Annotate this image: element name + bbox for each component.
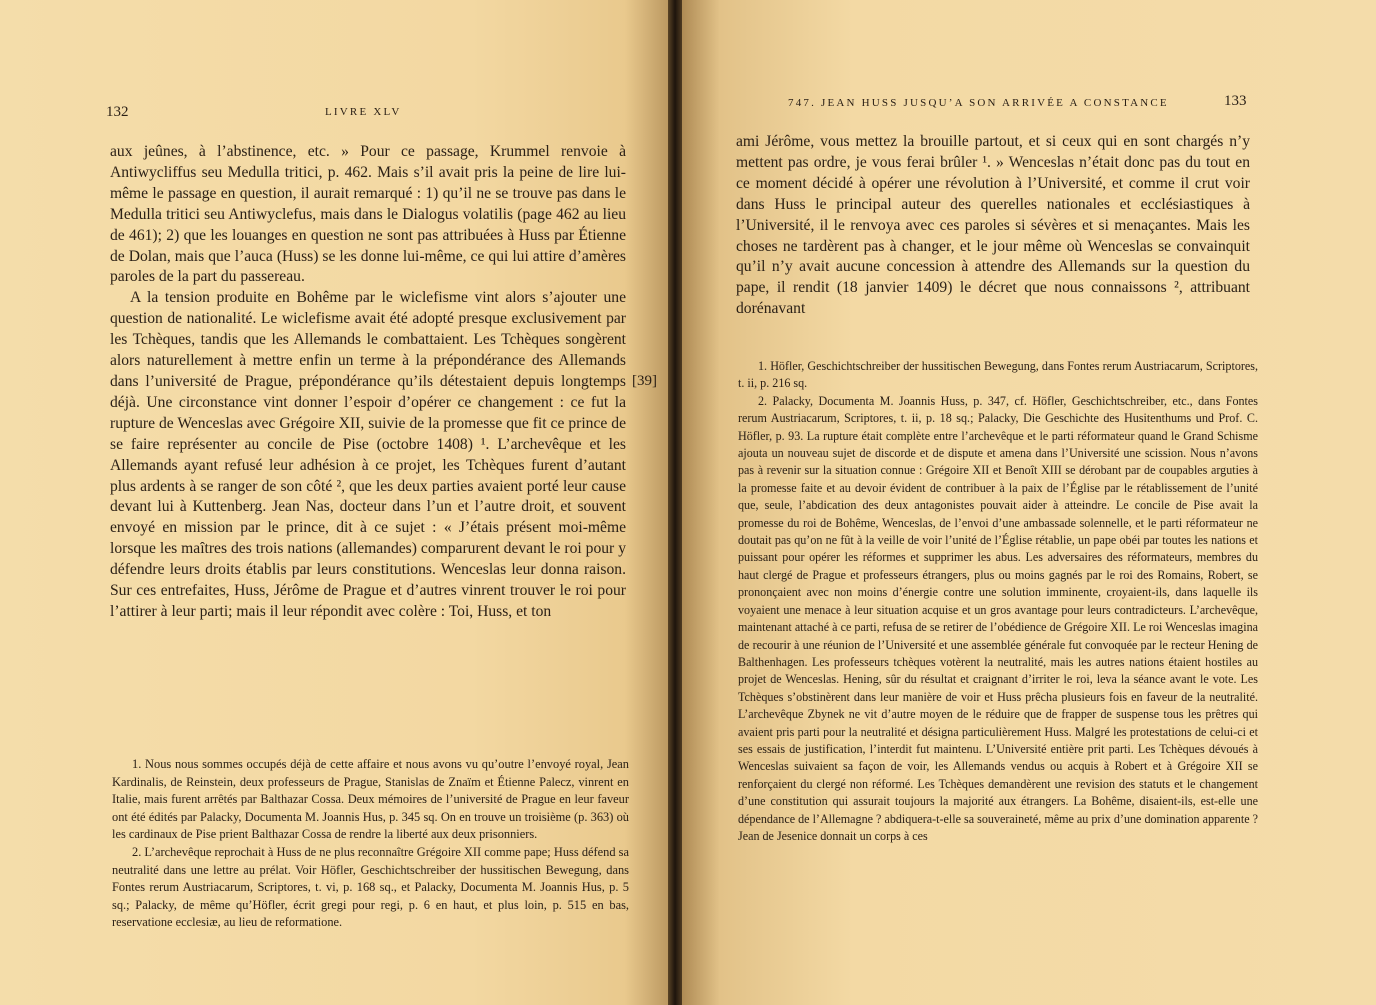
book-gutter [668,0,682,1005]
page-number: 132 [106,104,129,120]
footnote: 2. L’archevêque reprochait à Huss de ne plus reconnaître Grégoire XII comme pape; Huss défend sa neutralité dans une lettre au prélat. Voir Höfler, Geschichtschreiber der hussitischen Bewegung, dans Fontes rerum Austriacarum, Scriptores, t. vi, p. 168 sq., et Palacky, Documenta M. Joannis Hus, p. 5 sq.; Palacky, de même qu’Höfler, écrit gregi pour regi, p. 6 en haut, et plus loin, p. 515 en bas, reservatione ecclesiæ, au lieu de reformatione. [112,844,629,930]
footnotes [738,358,1258,845]
page-number: 133 [1224,93,1247,109]
running-head: LIVRE XLV [325,106,402,118]
main-text [736,132,1250,320]
left-page [0,0,672,1005]
footnote: 1. Höfler, Geschichtschreiber der hussitischen Bewegung, dans Fontes rerum Austriacarum, Scriptores, t. ii, p. 216 sq. [738,359,1258,391]
main-text [110,142,626,623]
paragraph: A la tension produite en Bohême par le wiclefisme vint alors s’ajouter une question de nationalité. Le wiclefisme avait été adopté presque exclusivement par les Tchèques, tandis que les Allemands le combattaient. Les Tchèques songèrent alors naturellement à mettre enfin un terme à la prépondérance des Allemands dans l’université de Prague, prépondérance qu’ils détestaient depuis longtemps déjà. Une circonstance vint donner l’espoir d’opérer ce changement : ce fut la rupture de Wenceslas avec Grégoire XII, suivie de la promesse que fit ce prince de se faire représenter au concile de Pise (octobre 1408) ¹. L’archevêque et les Allemands ayant refusé leur adhésion à ce projet, les Tchèques furent d’autant plus ardents à se ranger de son côté ², que les deux parties avaient porté leur cause devant lui à Kuttenberg. Jean Nas, docteur dans l’un et l’autre droit, et souvent envoyé en mission par le prince, dit à ce sujet : « J’étais présent moi-même lorsque les maîtres des trois nations (allemandes) comparurent devant le roi pour y défendre leurs droits établis par leurs constitutions. Wenceslas leur donna raison. Sur ces entrefaites, Huss, Jérôme de Prague et d’autres vinrent trouver le roi pour l’attirer à leur parti; mais il leur répondit avec colère : Toi, Huss, et ton [110,289,626,620]
margin-note: [39] [632,373,657,389]
footnote: 2. Palacky, Documenta M. Joannis Huss, p. 347, cf. Höfler, Geschichtschreiber, etc., dans Fontes rerum Austriacarum, Scriptores, t. ii, p. 18 sq.; Palacky, Die Geschichte des Husitenthums und Prof. C. Höfler, p. 93. La rupture était complète entre l’archevêque et le parti réformateur quand le Grand Schisme ajouta un nouveau sujet de discorde et de dispute et amena dans l’Université une scission. Nous n’avons pas à revenir sur la situation connue : Grégoire XII et Benoît XIII se dérobant par de coupables arguties à la promesse faite et au devoir évident de contribuer à la paix de l’Église par le rétablissement de l’unité que, seule, l’abdication des deux antagonistes pouvait aider à atteindre. Le concile de Pise avait la promesse du roi de Bohême, Wenceslas, de l’envoi d’une ambassade solennelle, et le parti réformateur ne doutait pas qu’on ne fût à la veille de voir l’unité de l’Église rétablie, un pape obéi par toutes les nations et puissant pour opérer les réformes et supprimer les abus. Les adversaires des réformateurs, membres du haut clergé de Prague et professeurs étrangers, plus ou moins gagnés par le roi des Romains, Robert, se prononçaient avec non moins d’énergie contre une solution imminente, croyaient-ils, dans laquelle ils voyaient une menace à leur situation acquise et un gros avantage pour leurs contradicteurs. L’archevêque, maintenant attaché à ce parti, refusa de se retirer de l’obédience de Grégoire XII. Le roi Wenceslas imagina de recourir à une réunion de l’Université et une assemblée générale fut convoquée par le recteur Hening de Balthenhagen. Les professeurs tchèques votèrent la neutralité, mais les autres nations étaient hostiles au projet de Wenceslas. Hening, sûr du résultat et craignant d’irriter le roi, leva la séance avant le vote. Les Tchèques s’obstinèrent dans leur manière de voir et Huss prêcha plusieurs fois en faveur de la neutralité. L’archevêque Zbynek ne vit d’autre moyen de le réduire que de frapper de suspense tous les prêtres qui avaient pris parti pour la neutralité et désigna particulièrement Huss. Malgré les protestations de celui-ci et ses essais de justification, l’interdit fut maintenu. L’Université entière prit parti. Les Tchèques dévoués à Wenceslas suivaient sa façon de voir, les Allemands vendus ou acquis à Robert et à Grégoire XII se renforçaient du clergé non réformé. Les Tchèques demandèrent une revision des statuts et le changement d’une constitution qui assurait toujours la majorité aux étrangers. La Bohême, disaient-ils, est-elle une dépendance de l’Allemagne ? abdiquera-t-elle sa souveraineté, même au prix d’une domination apparente ? Jean de Jesenice donnait un corps à ces [738,393,1258,843]
right-page [678,0,1376,1005]
paragraph: aux jeûnes, à l’abstinence, etc. » Pour ce passage, Krummel renvoie à Antiwycliffus seu Medulla tritici, p. 462. Mais s’il avait pris la peine de lire lui-même le passage en question, il aurait remarqué : 1) qu’il ne se trouve pas dans le Medulla tritici seu Antiwyclefus, mais dans le Dialogus volatilis (page 462 au lieu de 461); 2) que les louanges en question ne sont pas attribuées à Huss par Étienne de Dolan, mais que l’auca (Huss) se les donne lui-même, ce qui lui attire d’amères paroles de la part du passereau. [110,143,626,286]
paragraph: ami Jérôme, vous mettez la brouille partout, et si ceux qui en sont chargés n’y mettent pas ordre, je vous ferai brûler ¹. » Wenceslas n’était donc pas du tout en ce moment décidé à opérer une révolution à l’Université, et comme il crut voir dans Huss le principal auteur des querelles nationales et ecclésiastiques à l’Université, il le renvoya avec ces paroles si sévères et si menaçantes. Mais les choses ne tardèrent pas à changer, et le jour même où Wenceslas se convainquit qu’il n’y avait aucune concession à attendre des Allemands sur la question du pape, il rendit (18 janvier 1409) le décret que nous connaissons ², attribuant dorénavant [736,133,1250,318]
footnote: 1. Nous nous sommes occupés déjà de cette affaire et nous avons vu qu’outre l’envoyé royal, Jean Kardinalis, de Reinstein, deux professeurs de Prague, Stanislas de Znaïm et Étienne Palecz, vinrent en Italie, mais furent arrêtés par Balthazar Cossa. Deux mémoires de l’université de Prague en leur faveur ont été édités par Palacky, Documenta M. Joannis Hus, p. 345 sq. On en trouve un troisième (p. 363) où les cardinaux de Pise prient Balthazar Cossa de rendre la liberté aux deux prisonniers. [112,757,629,842]
running-head: 747. JEAN HUSS JUSQU’A SON ARRIVÉE A CONSTANCE [788,97,1169,109]
footnotes [112,756,629,932]
